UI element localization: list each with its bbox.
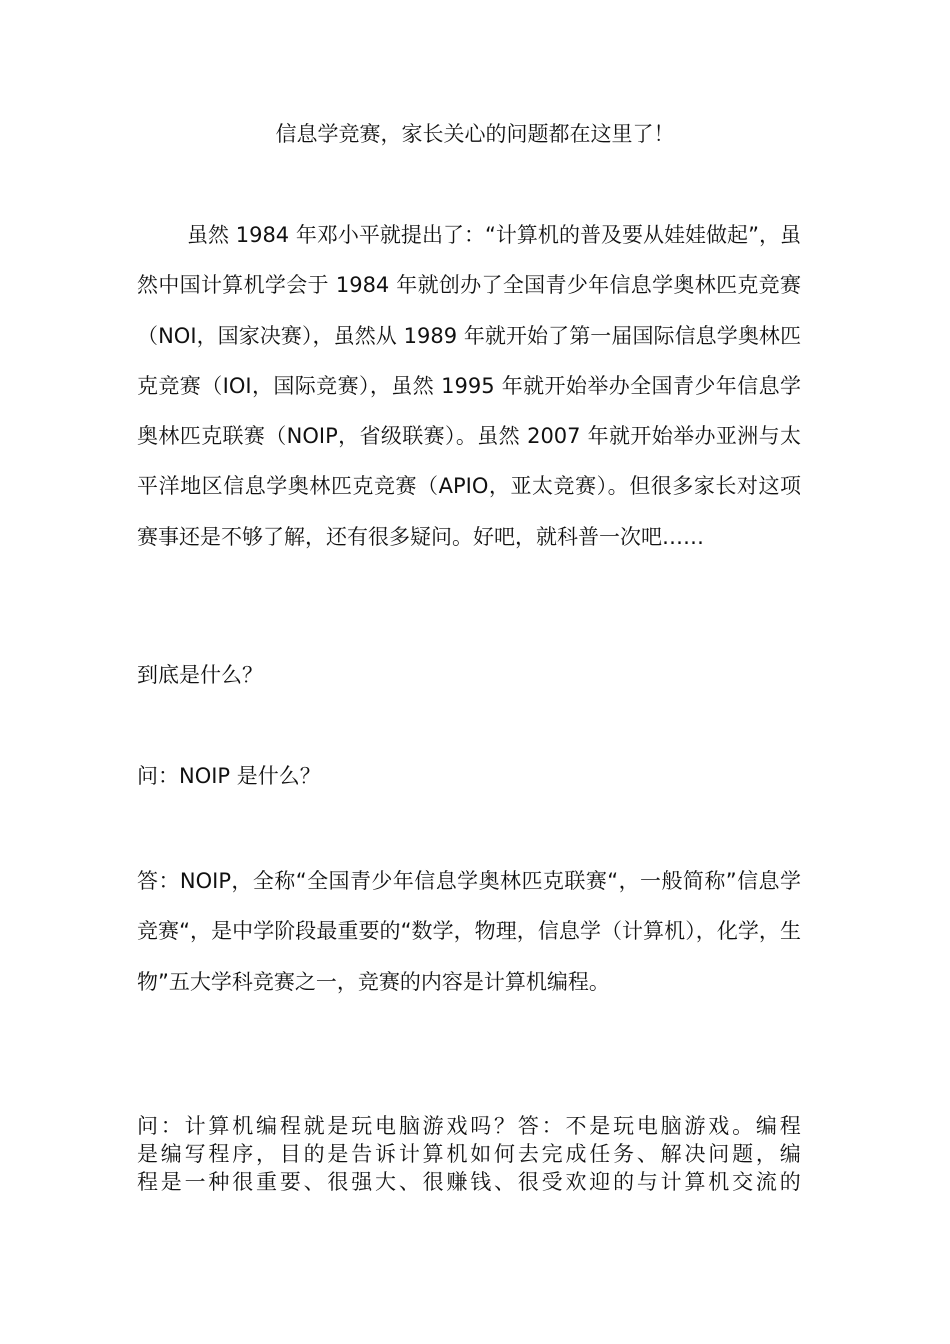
qa-2-line-2: 是编写程序，目的是告诉计算机如何去完成任务、解决问题，编 xyxy=(137,1142,801,1166)
section-heading: 到底是什么？ xyxy=(137,663,263,687)
qa-2-line-1: 问：计算机编程就是玩电脑游戏吗？答：不是玩电脑游戏。编程 xyxy=(137,1114,801,1138)
question-1: 问：NOIP 是什么？ xyxy=(137,764,321,788)
document-title: 信息学竞赛，家长关心的问题都在这里了！ xyxy=(275,122,675,146)
question-answer-2 xyxy=(137,1112,801,1196)
qa-2-line-3: 程是一种很重要、很强大、很赚钱、很受欢迎的与计算机交流的 xyxy=(137,1170,801,1194)
answer-1: 答：NOIP，全称“全国青少年信息学奥林匹克联赛“，一般简称”信息学竞赛“，是中学阶段最重要的“数学，物理，信息学（计算机），化学，生物”五大学科竞赛之一，竞赛的内容是计算机编程。 xyxy=(137,869,801,994)
intro-paragraph: 虽然 1984 年邓小平就提出了：“计算机的普及要从娃娃做起”，虽然中国计算机学会于 1984 年就创办了全国青少年信息学奥林匹克竞赛（NOI，国家决赛），虽然从 1989 年就开始了第一届国际信息学奥林匹克竞赛（IOI，国际竞赛），虽然 1995 年就开始举办全国青少年信息学奥林匹克联赛（NOIP，省级联赛）。虽然 2007 年就开始举办亚洲与太平洋地区信息学奥林匹克竞赛（APIO，亚太竞赛）。但很多家长对这项赛事还是不够了解，还有很多疑问。好吧，就科普一次吧…… xyxy=(137,223,801,549)
